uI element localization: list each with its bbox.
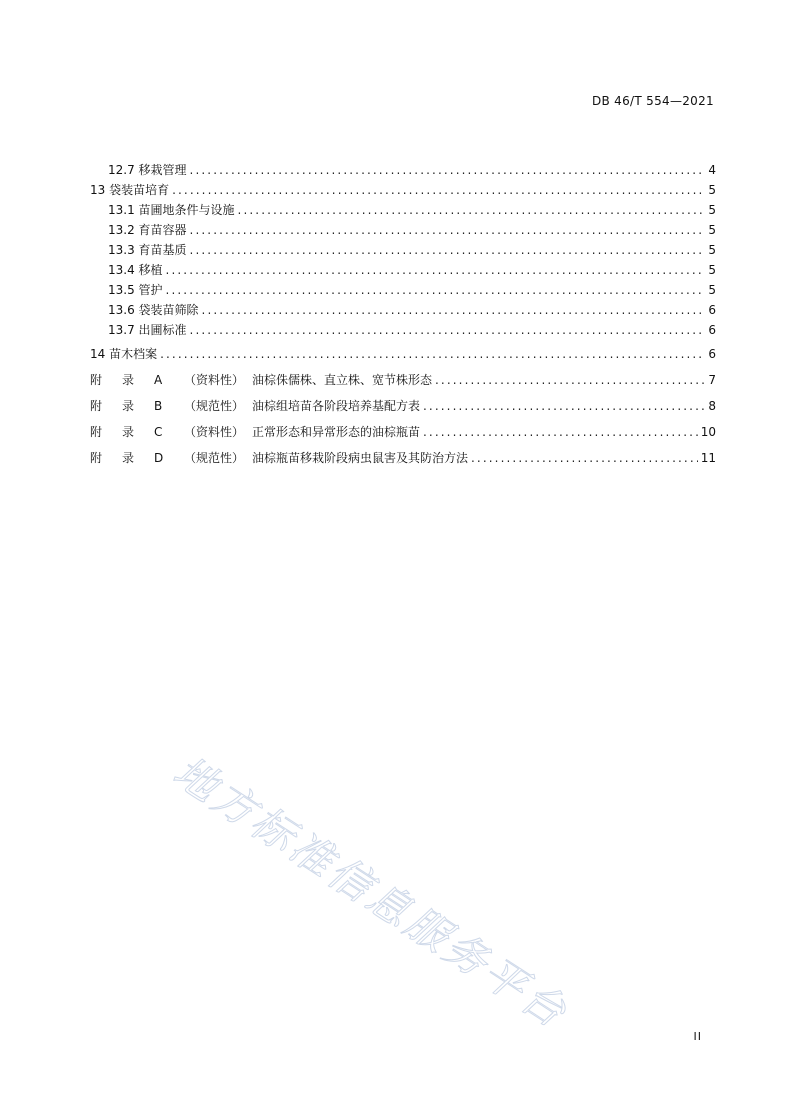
appendix-entry[interactable] — [90, 424, 716, 440]
toc-entry-label: 12.7 移栽管理 — [108, 163, 187, 177]
toc-leader-dots — [190, 162, 705, 178]
toc-entry-label: 13.2 育苗容器 — [108, 223, 187, 237]
toc-leader-dots — [166, 282, 705, 298]
table-of-contents — [90, 162, 716, 466]
appendix-page: 10 — [700, 425, 716, 439]
toc-entry-page: 5 — [708, 243, 716, 257]
appendix-entry-label — [90, 450, 468, 466]
appendix-letter: A — [154, 373, 163, 387]
appendix-entry-label — [90, 372, 432, 388]
appendix-entry-label — [90, 398, 420, 414]
toc-leader-dots — [190, 222, 705, 238]
toc-leader-dots — [202, 302, 705, 318]
appendix-prefix-mid: 录 — [122, 451, 135, 465]
toc-entry-label: 14 苗木档案 — [90, 347, 158, 361]
appendix-letter: C — [154, 425, 163, 439]
toc-entry-page: 6 — [708, 347, 716, 361]
appendix-type: （规范性） — [184, 451, 245, 465]
toc-leader-dots — [166, 262, 705, 278]
toc-entry-page: 5 — [708, 283, 716, 297]
appendix-title: 油棕瓶苗移栽阶段病虫鼠害及其防治方法 — [252, 451, 469, 465]
toc-entry-page: 5 — [708, 183, 716, 197]
appendix-type: （资料性） — [184, 373, 245, 387]
toc-entry-page: 6 — [708, 303, 716, 317]
appendix-title: 油棕组培苗各阶段培养基配方表 — [252, 399, 421, 413]
appendix-prefix: 附 — [90, 373, 103, 387]
appendix-title: 油棕侏儒株、直立株、宽节株形态 — [252, 373, 433, 387]
toc-leader-dots — [190, 322, 705, 338]
watermark: 地方标准信息服务平台 — [164, 746, 578, 1039]
toc-entry-label: 13 袋装苗培育 — [90, 183, 170, 197]
appendix-title: 正常形态和异常形态的油棕瓶苗 — [252, 425, 421, 439]
appendix-type: （资料性） — [184, 425, 245, 439]
toc-entry[interactable] — [90, 182, 716, 198]
appendix-prefix-mid: 录 — [122, 399, 135, 413]
appendix-prefix: 附 — [90, 451, 103, 465]
appendix-entry[interactable] — [90, 372, 716, 388]
toc-entry[interactable] — [90, 262, 716, 278]
appendix-letter: D — [154, 451, 164, 465]
appendix-prefix-mid: 录 — [122, 425, 135, 439]
document-id: DB 46/T 554—2021 — [592, 94, 714, 108]
toc-entry[interactable] — [90, 242, 716, 258]
toc-leader-dots — [172, 182, 705, 198]
toc-entry-label: 13.3 育苗基质 — [108, 243, 187, 257]
toc-entry[interactable] — [90, 302, 716, 318]
toc-leader-dots — [160, 346, 705, 362]
appendix-entry-label — [90, 424, 420, 440]
toc-entry-page: 5 — [708, 203, 716, 217]
appendix-type: （规范性） — [184, 399, 245, 413]
appendix-prefix: 附 — [90, 399, 103, 413]
appendix-prefix: 附 — [90, 425, 103, 439]
toc-entry-page: 5 — [708, 223, 716, 237]
page-number: II — [693, 1030, 702, 1043]
toc-entry-label: 13.1 苗圃地条件与设施 — [108, 203, 235, 217]
toc-entry-label: 13.4 移植 — [108, 263, 163, 277]
toc-leader-dots — [423, 398, 705, 414]
toc-leader-dots — [190, 242, 705, 258]
appendix-entry[interactable] — [90, 398, 716, 414]
toc-leader-dots — [435, 372, 705, 388]
appendix-entry[interactable] — [90, 450, 716, 466]
toc-entry-label: 13.5 管护 — [108, 283, 163, 297]
toc-leader-dots — [471, 450, 698, 466]
appendix-page: 7 — [708, 373, 716, 387]
appendix-prefix-mid: 录 — [122, 373, 135, 387]
toc-entry-page: 5 — [708, 263, 716, 277]
toc-entry[interactable] — [90, 282, 716, 298]
toc-leader-dots — [238, 202, 705, 218]
toc-entry-label: 13.6 袋装苗筛除 — [108, 303, 199, 317]
appendix-letter: B — [154, 399, 163, 413]
toc-leader-dots — [423, 424, 698, 440]
appendix-page: 8 — [708, 399, 716, 413]
appendix-page: 11 — [700, 451, 716, 465]
toc-entry[interactable] — [90, 202, 716, 218]
toc-entry[interactable] — [90, 162, 716, 178]
toc-entry[interactable] — [90, 222, 716, 238]
toc-entry[interactable] — [90, 322, 716, 338]
toc-entry-page: 6 — [708, 323, 716, 337]
toc-entry[interactable] — [90, 346, 716, 362]
toc-entry-page: 4 — [708, 163, 716, 177]
toc-entry-label: 13.7 出圃标准 — [108, 323, 187, 337]
